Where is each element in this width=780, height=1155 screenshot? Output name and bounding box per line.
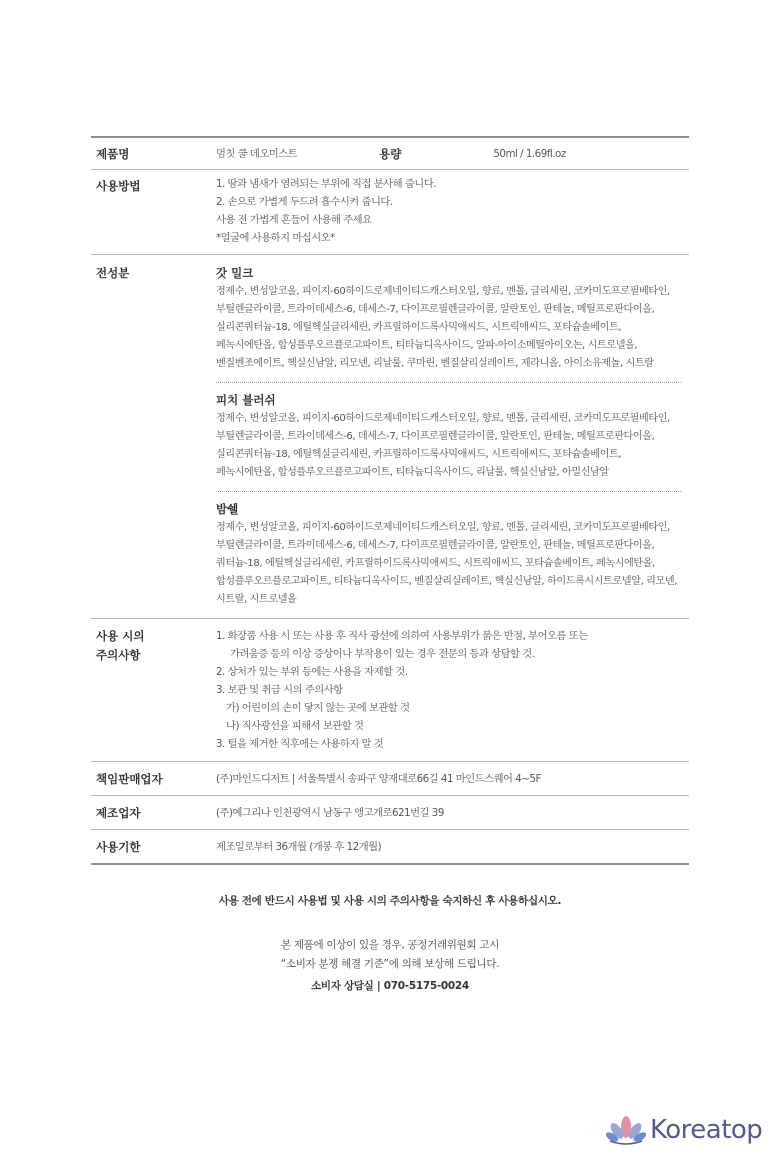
usage-label: 사용방법 [96,179,141,193]
volume-label: 용량 [379,146,402,161]
caution-line: 3. 털을 제거한 직후에는 사용하지 말 것 [216,738,384,750]
product-name-value: 멈칫 쿨 데오미스트 [216,147,298,160]
product-info-table [91,136,689,865]
ingredient-variant [216,264,681,382]
ingredient-variant [216,382,681,491]
variant-name: 피치 블러쉬 [216,393,276,407]
manufacturer-label: 제조업자 [96,805,141,820]
usage-warning: *얼굴에 사용하지 마십시오* [216,232,335,244]
caution-label [91,627,216,753]
usage-row [91,169,689,254]
caution-label-line: 주의사항 [96,648,141,662]
manufacturer-row [91,795,689,829]
usage-line: 1. 땀과 냄새가 염려되는 부위에 직접 분사해 줍니다. [216,178,436,190]
ingredients-content [216,264,689,609]
manufacturer-value: (주)예그리나 인천광역시 남동구 앵고개로621번길 39 [216,806,444,819]
koreatop-watermark [606,1112,776,1148]
expiry-value: 제조일로부터 36개월 (개봉 후 12개월) [216,840,382,853]
seller-label: 책임판매업자 [96,771,163,786]
ingredient-variant [216,491,681,609]
variant-name: 갓 밀크 [216,266,254,280]
seller-row [91,761,689,795]
caution-row [91,618,689,761]
caution-line: 2. 상처가 있는 부위 등에는 사용을 자제할 것. [216,666,408,678]
usage-line: 2. 손으로 가볍게 두드려 흡수시켜 줍니다. [216,196,393,208]
caution-line: 나) 직사광선을 피해서 보관할 것 [226,720,364,732]
expiry-label: 사용기한 [96,839,141,854]
usage-notice: 사용 전에 반드시 사용법 및 사용 시의 주의사항을 숙지하신 후 사용하십시오. [218,895,562,907]
compensation-line: “소비자 분쟁 해결 기준”에 의해 보상해 드립니다. [280,958,500,970]
expiry-row [91,829,689,863]
ingredients-label: 전성분 [96,266,130,280]
compensation-notice [0,936,780,974]
consumer-contact: 소비자 상담실 | 070-5175-0024 [311,980,469,992]
volume-value: 50ml / 1.69fl.oz [493,147,566,160]
product-name-row [91,138,689,169]
usage-instructions [216,175,689,247]
caution-line: 가) 어린이의 손이 닿지 않는 곳에 보관할 것 [226,702,410,714]
ingredients-row [91,254,689,618]
variant-name: 밤쉘 [216,502,239,516]
lotus-icon [606,1115,646,1145]
product-name-label: 제품명 [96,146,130,161]
caution-line: 1. 화장품 사용 시 또는 사용 후 직사 광선에 의하여 사용부위가 붉은 반점, 부어오름 또는 [216,630,588,642]
ingredient-list: 정제수, 변성알코올, 피이지-60하이드로제네이티드캐스터오일, 향료, 멘톨, 글리세린, 코카미도프로필베타인, 부틸렌글라이콜, 트라이데세스-6, 데세스-7, 다이프로필렌글라이콜, 알란토인, 판테놀, 메틸프로판다이올, 실리콘쿼터늄-18, 에틸헥실글리세린, 카프릴하이드록사믹애씨드, 시트릭애씨드, 포타슘솔베이트, 페녹시에탄올, 합성플루오르플로고파이트, 티타늄디옥사이드, 리날룰, 헥실신남알, 아밀신남알 [216,413,670,478]
caution-line: 가려움증 등의 이상 증상이나 부작용이 있는 경우 전문의 등과 상담할 것. [230,648,535,660]
ingredient-list: 정제수, 변성알코올, 피이지-60하이드로제네이티드캐스터오일, 향료, 멘톨, 글리세린, 코카미도프로필베타인, 부틸렌글라이콜, 트라이데세스-6, 데세스-7, 다이프로필렌글라이콜, 알란토인, 판테놀, 메틸프로판다이올, 쿼터늄-18, 에틸헥실글리세린, 카프릴하이드록사믹애씨드, 시트릭애씨드, 포타슘솔베이트, 페녹시에탄올, 합성플루오르플로고파이트, 티타늄디옥사이드, 벤질살리실레이트, 헥실신남알, 하이드록시시트로넬알, 리모넨, 시트랄, 시트로넬올 [216,522,678,605]
caution-line: 3. 보관 및 취급 시의 주의사항 [216,684,343,696]
ingredient-list: 정제수, 변성알코올, 피이지-60하이드로제네이티드캐스터오일, 향료, 멘톨, 글리세린, 코카미도프로필베타인, 부틸렌글라이콜, 트라이데세스-6, 데세스-7, 다이프로필렌글라이콜, 알란토인, 판테놀, 메틸프로판다이올, 실리콘쿼터늄-18, 에틸헥실글리세린, 카프릴하이드록사믹애씨드, 시트릭애씨드, 포타슘솔베이트, 페녹시에탄올, 합성플루오르플로고파이트, 티타늄디옥사이드, 알파-아이소메틸아이오논, 시트로넬올, 벤질벤조에이트, 헥실신남알, 리모넨, 리날룰, 쿠마린, 벤질살리실레이트, 제라니올, 아이소유제놀, 시트랄 [216,286,670,369]
seller-value: (주)마인드디저트 | 서울특별시 송파구 양재대로66길 41 마인드스퀘어 4~5F [216,772,541,785]
caution-label-line: 사용 시의 [96,629,145,643]
usage-line: 사용 전 가볍게 흔들어 사용해 주세요 [216,214,372,226]
watermark-text: Koreatop [650,1115,763,1145]
compensation-line: 본 제품에 이상이 있을 경우, 공정거래위원회 고시 [280,939,500,951]
caution-content [216,627,689,753]
